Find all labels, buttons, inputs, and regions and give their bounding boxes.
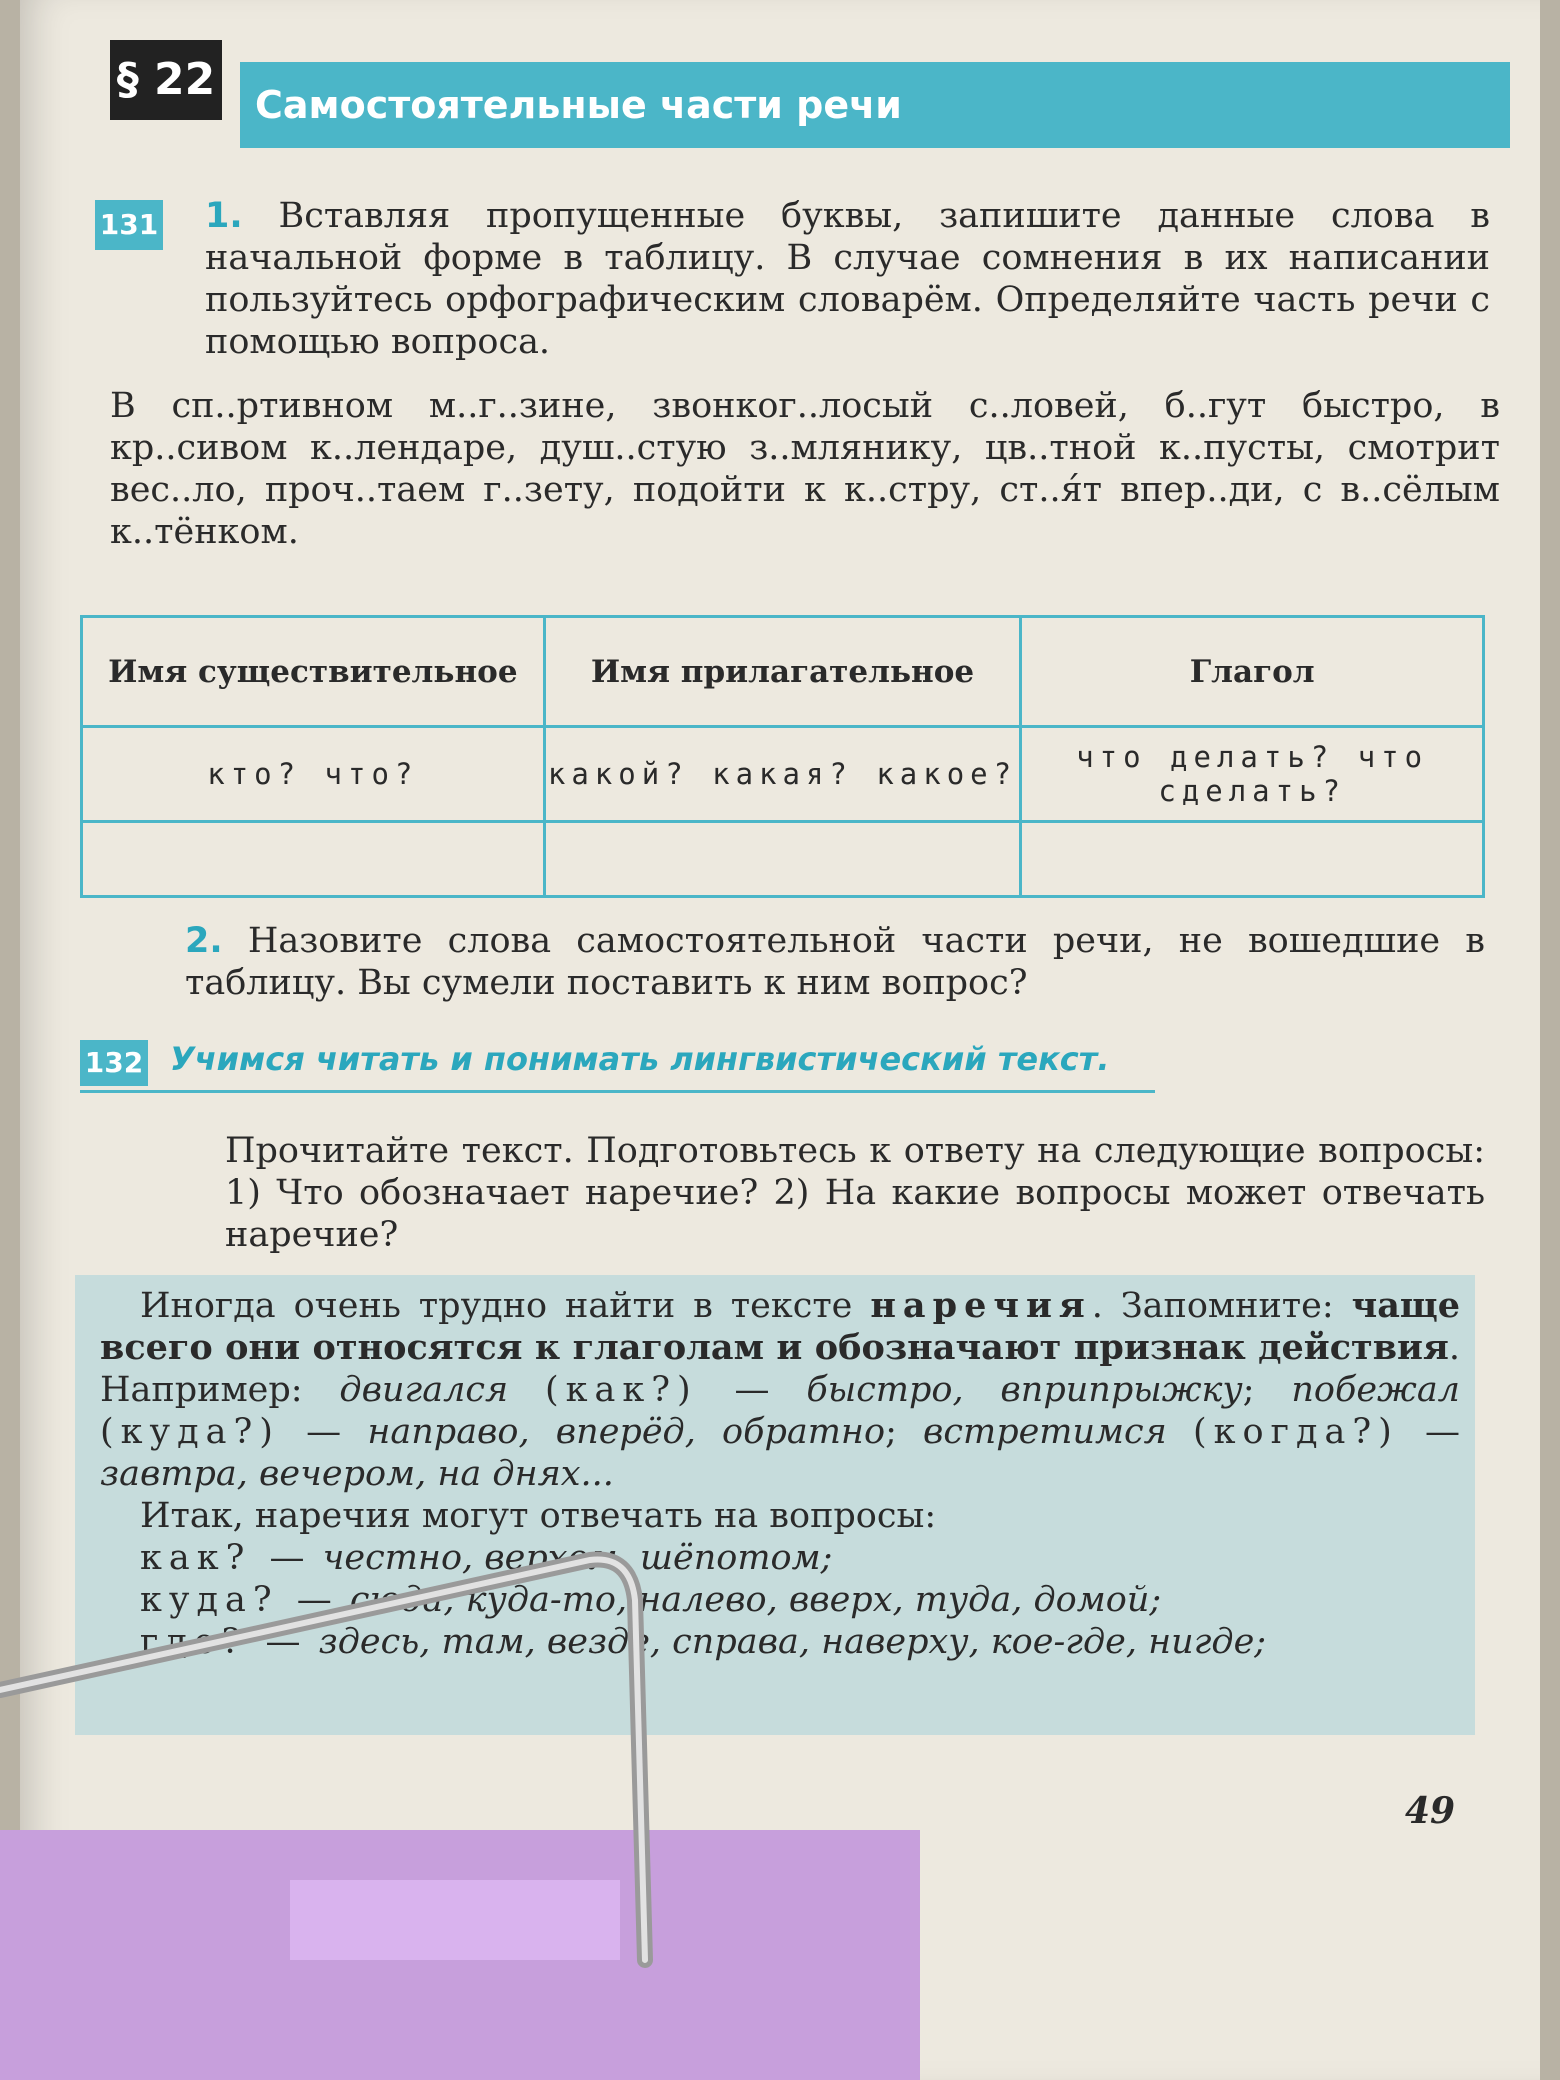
parts-of-speech-table: [80, 615, 1485, 898]
example-question: (куда?): [100, 1412, 280, 1452]
list-answer: сюда, куда-то, налево, вверх, туда, домой;: [349, 1580, 1162, 1620]
list-question: куда? —: [140, 1580, 339, 1620]
title-underline: [80, 1090, 1155, 1093]
list-question: где? —: [140, 1622, 308, 1662]
example-answer: направо, вперёд, обратно: [367, 1412, 886, 1452]
rule-summary: Итак, наречия могут отвечать на вопросы:: [140, 1496, 937, 1536]
example-word: двигался: [339, 1370, 509, 1410]
rule-bold: чаще всего они относятся к глаголам и обозначают признак действия: [100, 1285, 1461, 1368]
example-question: (как?): [544, 1370, 698, 1410]
rule-text: [100, 1285, 1460, 1663]
list-answer: честно, верхом, шёпотом;: [322, 1538, 833, 1578]
textbook-page: [20, 0, 1540, 2080]
table-question-verb: что делать? что сделать?: [1021, 727, 1484, 822]
table-empty-cell: [1021, 822, 1484, 897]
exercise-132-title: Учимся читать и понимать лингвистический текст.: [170, 1040, 1110, 1078]
section-number: § 22: [110, 40, 222, 120]
rule-list-item: [100, 1621, 1460, 1663]
task-1: [205, 195, 1490, 363]
rule-text-part: Иногда очень трудно найти в тексте: [140, 1286, 871, 1326]
section-title: Самостоятельные части речи: [255, 83, 902, 127]
example-word: встретимся: [923, 1412, 1167, 1452]
example-answer: завтра, вечером, на днях...: [100, 1454, 614, 1494]
example-answer: быстро, вприпрыжку: [806, 1370, 1243, 1410]
exercise-number-132: 132: [80, 1040, 148, 1086]
task-2-number: 2.: [185, 921, 223, 961]
table-question-adjective: какой? какая? какое?: [544, 727, 1021, 822]
task-2-text: Назовите слова самостоятельной части речи, не вошедшие в таблицу. Вы сумели поставить к ним вопрос?: [185, 921, 1485, 1003]
table-question-noun: кто? что?: [82, 727, 545, 822]
rule-term: наречия: [870, 1285, 1092, 1326]
task-2: [185, 920, 1485, 1004]
table-header-noun: Имя существительное: [82, 617, 545, 727]
page-number: 49: [1405, 1790, 1456, 1832]
task-1-text: Вставляя пропущенные буквы, запишите данные слова в начальной форме в таблицу. В случае сомнения в их написании пользуйтесь орфографическим словарём. Определяйте часть речи с помощью вопроса.: [205, 196, 1490, 362]
example-word: побежал: [1291, 1370, 1460, 1410]
table-header-verb: Глагол: [1021, 617, 1484, 727]
rule-list-item: [100, 1579, 1460, 1621]
list-answer: здесь, там, везде, справа, наверху, кое-где, нигде;: [318, 1622, 1267, 1662]
table-empty-cell: [82, 822, 545, 897]
book-stand-tab: [290, 1880, 620, 1960]
table-empty-cell: [544, 822, 1021, 897]
exercise-132-intro: Прочитайте текст. Подготовьтесь к ответу на следующие вопросы: 1) Что обозначает наречие? 2) На какие вопросы может отвечать наречие?: [225, 1131, 1485, 1255]
task-1-number: 1.: [205, 196, 243, 236]
rule-text-part: . Запомните:: [1091, 1286, 1352, 1326]
exercise-number-131: 131: [95, 200, 163, 250]
rule-text-part: . Например:: [100, 1328, 1460, 1410]
rule-list-item: [100, 1537, 1460, 1579]
rule-paragraph: Иногда очень трудно найти в тексте наречия. Запомните: чаще всего они относятся к глаголам и обозначают признак действия. Например: двигался (как?) — быстро, вприпрыжку; побежал (куда?) — направо, вперёд, обратно; встретимся (когда?) — завтра, вечером, на днях...: [100, 1285, 1461, 1494]
example-question: (когда?): [1193, 1412, 1399, 1452]
words-paragraph: В сп..ртивном м..г..зине, звонког..лосый с..ловей, б..гут быстро, в кр..сивом к..лендаре, душ..стую з..млянику, цв..тной к..пусты, смотрит вес..ло, проч..таем г..зету, подойти к к..стру, ст..я́т впер..ди, с в..сёлым к..тёнком.: [110, 386, 1500, 552]
table-header-adjective: Имя прилагательное: [544, 617, 1021, 727]
list-question: как? —: [140, 1538, 312, 1578]
